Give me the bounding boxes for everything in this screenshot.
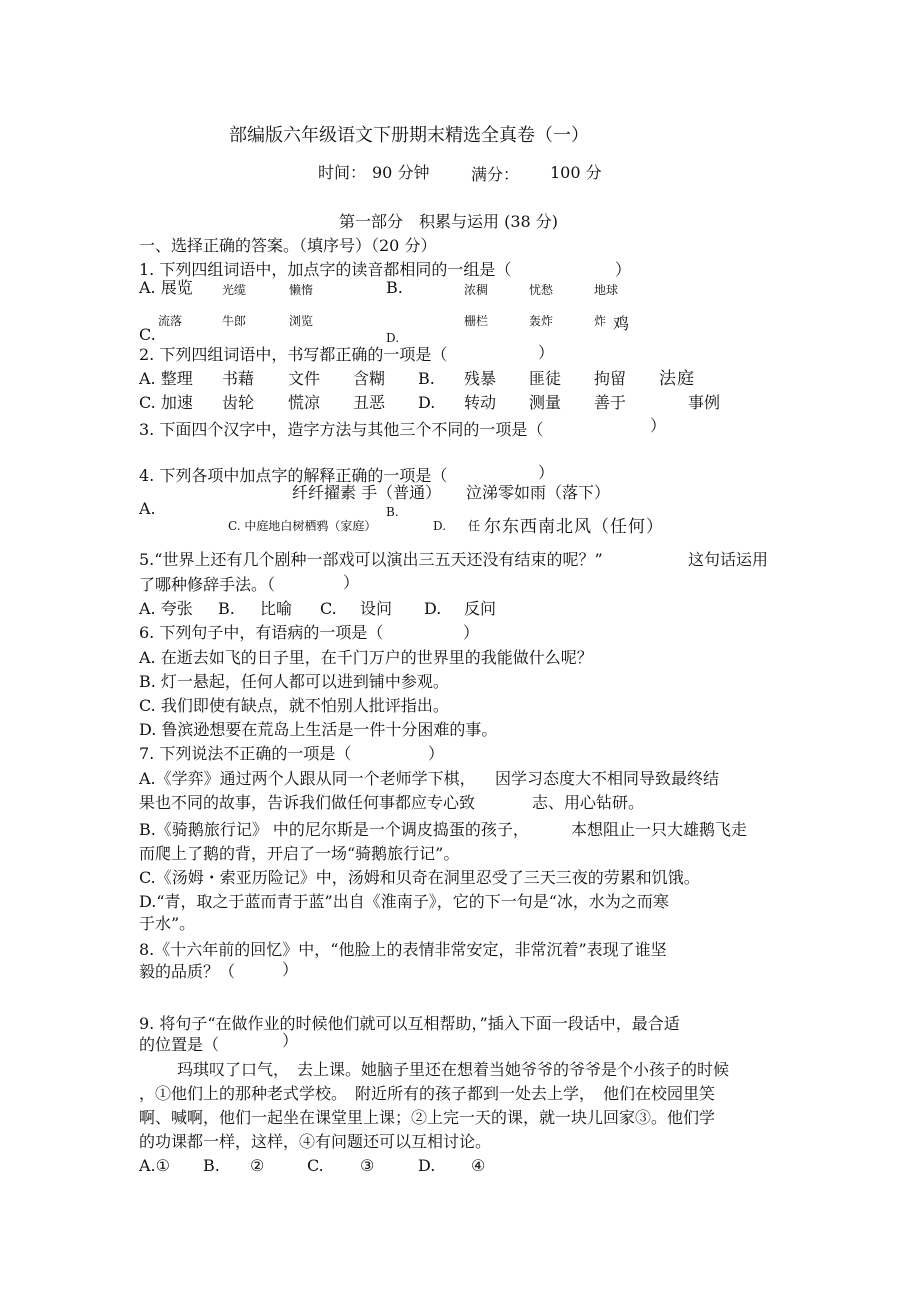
option: A. 在逝去如飞的日子里，在千门万户的世界里的我能做什么呢？: [139, 648, 593, 667]
option: B. 灯一悬起，任何人都可以进到铺中参观。: [139, 672, 449, 691]
option-word: 拘留: [594, 369, 627, 388]
answer-paren: ）: [343, 573, 360, 592]
part-heading: 第一部分 积累与运用 (38 分): [339, 212, 559, 231]
question-stem: 这句话运用: [688, 550, 769, 569]
option: D.: [418, 1156, 436, 1175]
option-word: 文件: [288, 369, 321, 388]
option: 设问: [360, 599, 393, 618]
option-label: D.: [386, 331, 400, 345]
option: 而爬上了鹅的背，开启了一场“骑鹅旅行记”。: [139, 844, 460, 863]
question-stem: 8.《十六年前的回忆》中，“他脸上的表情非常安定，非常沉着”表现了谁坚: [139, 940, 667, 959]
answer-paren: ）: [428, 744, 445, 763]
passage-line: ，①他们上的那种老式学校。 附近所有的孩子都到一处去上学， 他们在校园里笑: [139, 1084, 716, 1103]
passage-line: 的功课都一样，这样，④有问题还可以互相讨论。: [139, 1132, 492, 1151]
option: D.“青，取之于蓝而青于蓝”出自《淮南子》，它的下一句是“冰，水为之而寒: [139, 892, 669, 911]
option-label: A.: [139, 499, 156, 518]
full-score-label: 满分：: [471, 165, 520, 184]
option-label: A. 展览: [139, 278, 193, 297]
option: 比喻: [260, 599, 293, 618]
option-text: 纤纤擢素 手（普通）: [292, 483, 442, 502]
option: C.: [307, 1156, 324, 1175]
word: 地球: [594, 283, 619, 297]
option: 志、用心钻研。: [532, 793, 645, 812]
question-stem: 5.“世界上还有几个剧种一部戏可以演出三五天还没有结束的呢？”: [139, 550, 603, 569]
word: 鸡: [613, 314, 630, 333]
answer-paren: ）: [282, 1031, 299, 1050]
option-text: 泣涕零如雨（落下）: [466, 483, 611, 502]
option-word: B.: [418, 369, 435, 388]
option-word: 残暴: [464, 369, 497, 388]
option: B.: [218, 599, 235, 618]
option-word: 测量: [529, 393, 562, 412]
word: 光缆: [222, 283, 247, 297]
option-word: 书藉: [222, 369, 255, 388]
full-score-value: 100 分: [550, 163, 602, 182]
option-label: D.: [433, 519, 447, 533]
option-label: B.: [386, 278, 403, 297]
question-stem: 6. 下列句子中，有语病的一项是（: [139, 623, 384, 642]
word: 栅栏: [464, 314, 489, 328]
question-stem: 了哪种修辞手法。（: [139, 575, 276, 594]
option: 于水”。: [139, 914, 196, 933]
option: ②: [250, 1156, 265, 1175]
word: 懒惰: [289, 283, 314, 297]
option-word: C. 加速: [139, 393, 193, 412]
option-word: D.: [418, 393, 436, 412]
passage-line: 啊、喊啊，他们一起坐在课堂里上课；②上完一天的课，就一块儿回家③。他们学: [139, 1108, 716, 1127]
question-stem: 的位置是（: [139, 1035, 220, 1054]
option-text: 尔东西南北风（任何）: [484, 517, 664, 537]
answer-paren: ）: [650, 416, 667, 435]
option-word: 匪徒: [529, 369, 562, 388]
page-title: 部编版六年级语文下册期末精选全真卷（一）: [229, 125, 589, 146]
option-text: 任: [468, 519, 481, 533]
word: 流落: [158, 314, 183, 328]
word: 浏览: [289, 314, 314, 328]
question-stem: 1. 下列四组词语中，加点字的读音都相同的一组是（: [139, 260, 512, 279]
answer-paren: ）: [538, 463, 555, 482]
time-value: 90 分钟: [372, 163, 430, 182]
word: 忧愁: [529, 283, 554, 297]
option-label: B.: [386, 505, 399, 519]
question-stem: 2. 下列四组词语中，书写都正确的一项是（: [139, 345, 448, 364]
time-label: 时间：: [318, 163, 367, 182]
option: D.: [424, 599, 442, 618]
word: 炸: [594, 314, 607, 328]
option-word: 慌凉: [288, 393, 321, 412]
question-stem: 9. 将句子“在做作业的时候他们就可以互相帮助，”插入下面一段话中，最合适: [139, 1014, 680, 1033]
option: C. 我们即使有缺点，就不怕别人批评指出。: [139, 696, 449, 715]
word: 轰炸: [529, 314, 554, 328]
option: A.《学弈》通过两个人跟从同一个老师学下棋，: [139, 769, 476, 788]
option-word: 丑恶: [353, 393, 386, 412]
option-word: 善于: [594, 393, 627, 412]
option: 因学习态度大不相同导致最终结: [495, 769, 720, 788]
option: 反问: [464, 599, 497, 618]
answer-paren: ）: [615, 260, 632, 279]
option: A.①: [139, 1156, 170, 1175]
answer-paren: ）: [538, 343, 555, 362]
word: 牛郎: [222, 314, 247, 328]
option: B.《骑鹅旅行记》 中的尼尔斯是一个调皮捣蛋的孩子，: [139, 820, 529, 839]
answer-paren: ）: [282, 960, 299, 979]
question-stem: 4. 下列各项中加点字的解释正确的一项是（: [139, 466, 448, 485]
option: C.《汤姆・索亚历险记》中，汤姆和贝奇在洞里忍受了三天三夜的劳累和饥饿。: [139, 868, 700, 887]
option-text: C. 中庭地白树栖鸦（家庭）: [228, 519, 377, 533]
option: 本想阻止一只大雄鹅飞走: [571, 820, 748, 839]
option-word: 事例: [688, 393, 721, 412]
option-word: 含糊: [353, 369, 386, 388]
option: D. 鲁滨逊想要在荒岛上生活是一件十分困难的事。: [139, 720, 498, 739]
section-heading: 一、选择正确的答案。（填序号）（20 分）: [139, 236, 437, 255]
option-word: A. 整理: [139, 369, 193, 388]
option-word: 转动: [464, 393, 497, 412]
option: 果也不同的故事，告诉我们做任何事都应专心致: [139, 793, 476, 812]
option: C.: [320, 599, 337, 618]
option: ④: [471, 1156, 486, 1175]
option: A. 夸张: [139, 599, 193, 618]
question-stem: 毅的品质？（: [139, 962, 236, 981]
passage-line: 玛琪叹了口气， 去上课。她脑子里还在想着当她爷爷的爷爷是个小孩子的时候: [177, 1060, 730, 1079]
word: 浓稠: [464, 283, 489, 297]
question-stem: 3. 下面四个汉字中，造字方法与其他三个不同的一项是（: [139, 420, 544, 439]
option: B.: [203, 1156, 220, 1175]
option-label: C.: [139, 325, 156, 344]
option-word: 法庭: [659, 369, 695, 389]
option: ③: [360, 1156, 375, 1175]
question-stem: 7. 下列说法不正确的一项是（: [139, 744, 352, 763]
answer-paren: ）: [463, 623, 480, 642]
option-word: 齿轮: [222, 393, 255, 412]
